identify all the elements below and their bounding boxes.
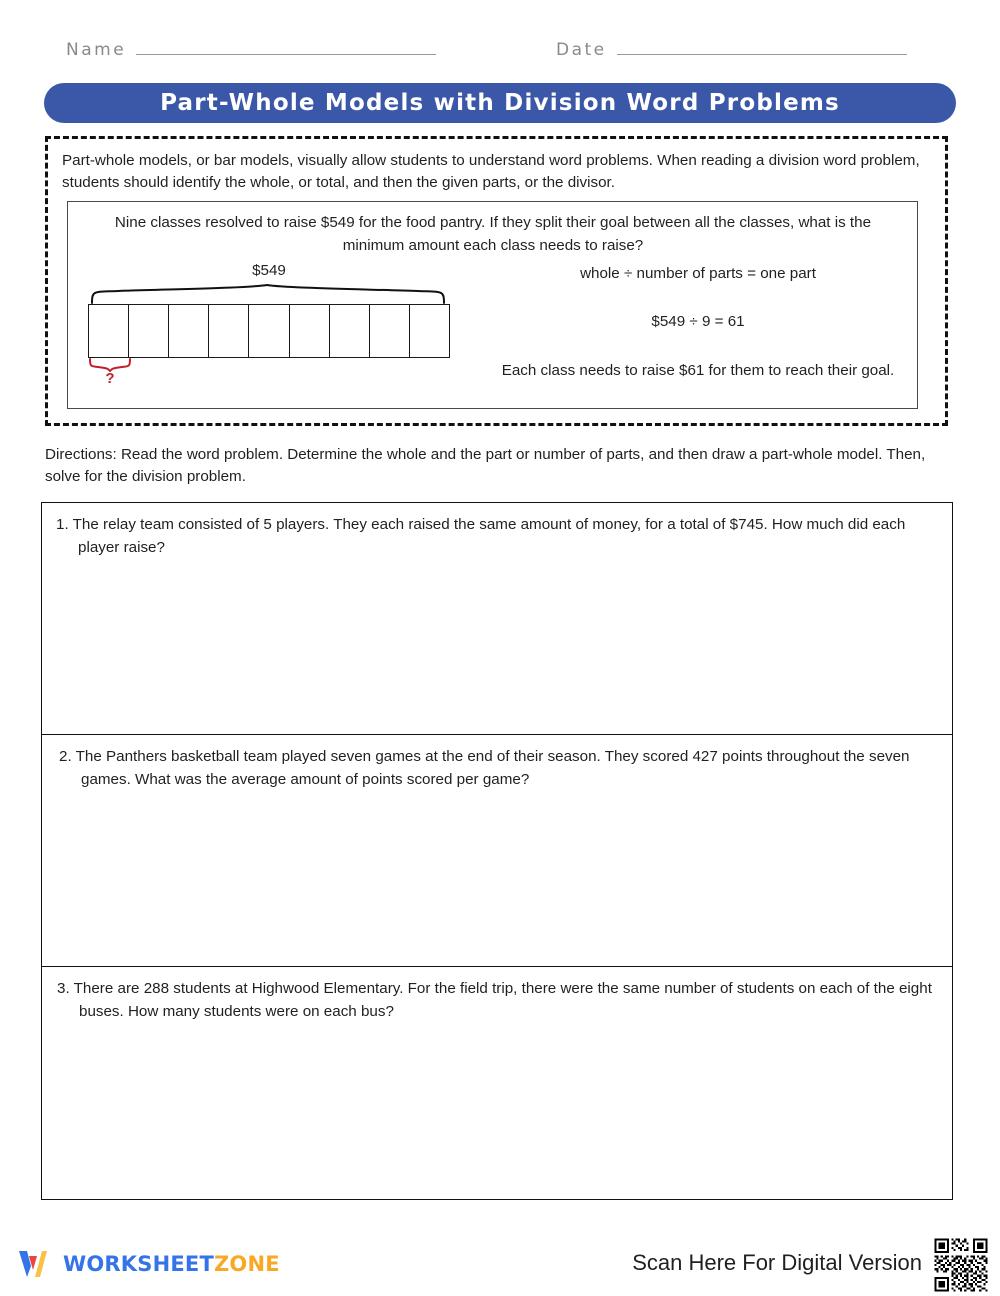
bar-model-cell [370,305,410,357]
example-bar-model [88,262,488,392]
bar-model-cell [330,305,370,357]
problem-text [57,978,934,1024]
name-label: Name [66,40,127,60]
bar-model-total-label: $549 [252,262,286,279]
problem-number: 3. [57,980,70,997]
example-box [67,201,918,409]
page-title: Part-Whole Models with Division Word Problems [160,90,840,116]
problem-item[interactable] [42,967,952,1201]
solution-line-formula: whole ÷ number of parts = one part [580,265,816,282]
problems-container [41,502,953,1200]
problem-number: 2. [59,748,72,765]
name-field-group [66,40,436,60]
logo-text-secondary: ZONE [213,1252,280,1276]
date-writing-line[interactable] [617,53,907,55]
problem-item[interactable] [42,735,952,967]
name-date-row [0,40,1000,74]
directions-text: Directions: Read the word problem. Determine the whole and the part or number of parts, and then draw a part-whole model. Then, solve for the division problem. [45,446,926,486]
worksheet-zone-logo[interactable] [16,1248,280,1280]
logo-w-icon [16,1248,56,1280]
date-field-group [556,40,907,60]
problem-text [59,746,934,792]
worksheet-title-banner [44,83,956,123]
problem-body: There are 288 students at Highwood Elementary. For the field trip, there were the same number of students on each of the eight buses. How many students were on each bus? [73,980,932,1020]
bar-model-cell [249,305,289,357]
solution-line-answer: Each class needs to raise $61 for them to reach their goal. [501,361,895,379]
intro-paragraph: Part-whole models, or bar models, visually allow students to understand word problems. When reading a division word problem, students should identify the whole, or total, and then the given parts, or the divisor. [62,152,920,191]
problem-number: 1. [56,516,69,533]
solution-line-equation: $549 ÷ 9 = 61 [651,312,745,330]
problem-body: The relay team consisted of 5 players. They each raised the same amount of money, for a total of $745. How much did each player raise? [72,516,906,556]
logo-text-primary: WORKSHEET [63,1252,214,1276]
intro-dashed-container [45,136,948,426]
bar-model-cell [410,305,449,357]
logo-text [63,1252,280,1276]
page-footer [0,1234,1000,1294]
problem-text [56,514,934,560]
bar-model-cells [88,304,450,358]
bar-model-cell [89,305,129,357]
name-writing-line[interactable] [136,53,436,55]
scan-instruction-text: Scan Here For Digital Version [632,1250,922,1275]
problem-item[interactable] [42,503,952,735]
date-label: Date [556,40,607,60]
bar-model-unknown-label: ? [105,370,115,387]
bar-model-cell [129,305,169,357]
top-brace-icon [88,284,450,304]
example-prompt: Nine classes resolved to raise $549 for the food pantry. If they split their goal between all the classes, what is the minimum amount each class needs to raise? [114,214,872,254]
bar-model-cell [209,305,249,357]
problem-body: The Panthers basketball team played seven games at the end of their season. They scored 427 points throughout the seven games. What was the average amount of points scored per game? [75,748,910,788]
qr-code-icon[interactable] [930,1234,992,1296]
example-solution [488,264,908,380]
bar-model-cell [290,305,330,357]
bar-model-cell [169,305,209,357]
